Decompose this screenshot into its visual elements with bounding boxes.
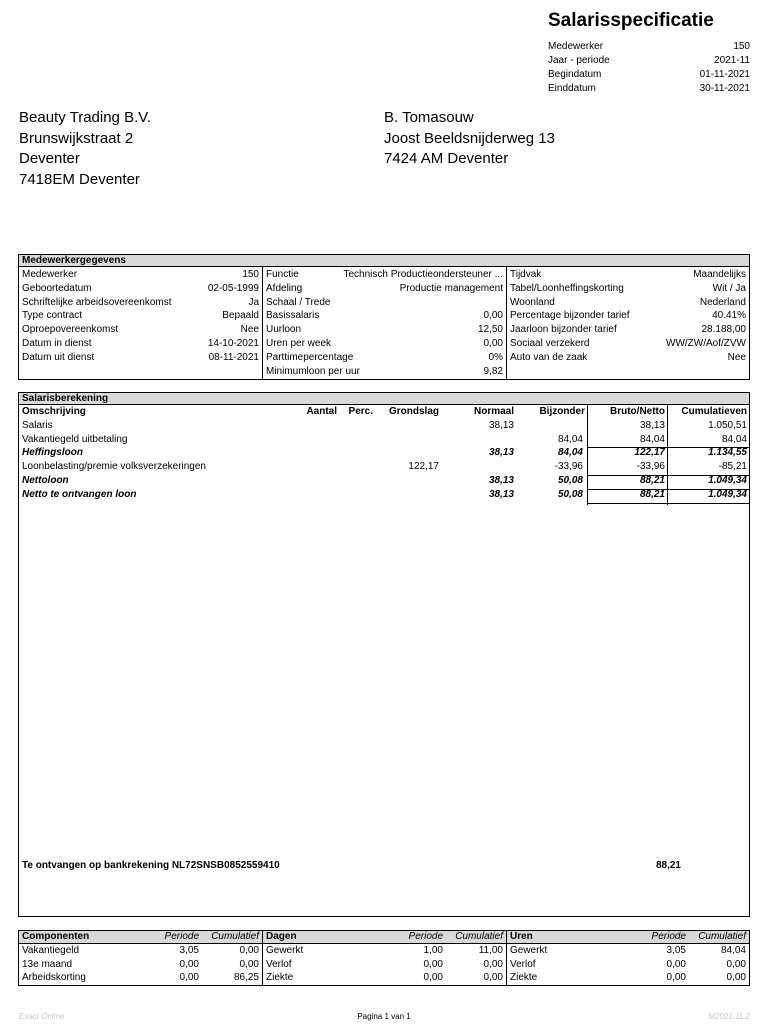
employee-details-col1 [19, 267, 263, 380]
document-title: Salarisspecificatie [548, 10, 714, 31]
detail-row: Percentage bijzonder tarief 40.41% [510, 310, 746, 322]
employee-address [384, 108, 555, 170]
detail-row: Uren per week 0,00 [266, 337, 503, 349]
employee-details-col2 [263, 267, 507, 380]
document-meta [548, 40, 750, 96]
footer-brand: Exact Online [19, 1012, 65, 1021]
salary-row: Loonbelasting/premie volksverzekeringen 122,17 -33,96 -33,96 -85,21 [22, 461, 747, 473]
employee-details-section [18, 254, 750, 380]
salary-row-total: Netto te ontvangen loon 38,13 50,08 88,21 1.049,34 [22, 488, 747, 500]
detail-row: Oproepovereenkomst Nee [22, 324, 259, 336]
detail-row: Tijdvak Maandelijks [510, 269, 746, 280]
salary-calculation-section [18, 392, 750, 917]
hours-row: Verlof 0,00 0,00 [510, 958, 746, 970]
meta-row-begindatum: Begindatum 01-11-2021 [548, 69, 750, 80]
footer-version: M2021.11.2 [708, 1012, 750, 1021]
hours-row: Ziekte 0,00 0,00 [510, 972, 746, 983]
bruto-column-left-border [587, 405, 588, 505]
meta-row-einddatum: Einddatum 30-11-2021 [548, 83, 750, 94]
employer-name: Beauty Trading B.V. [19, 109, 152, 126]
components-row: 13e maand 0,00 0,00 [22, 958, 259, 970]
total-line [587, 489, 749, 490]
detail-row: Schaal / Trede [266, 296, 331, 308]
detail-row: Basissalaris 0,00 [266, 310, 503, 322]
employee-details-header: Medewerkergegevens [19, 255, 749, 267]
salary-row: Vakantiegeld uitbetaling 84,04 84,04 84,04 [22, 433, 747, 445]
page-number: Pagina 1 van 1 [357, 1012, 411, 1021]
detail-row: Datum in dienst 14-10-2021 [22, 337, 259, 349]
detail-row: Functie Technisch Productieondersteuner ... [266, 269, 503, 280]
salary-row: Salaris 38,13 38,13 1.050,51 [22, 419, 747, 431]
detail-row: Jaarloon bijzonder tarief 28.188,00 [510, 324, 746, 336]
detail-row: Type contract Bepaald [22, 310, 259, 322]
days-row: Ziekte 0,00 0,00 [266, 972, 503, 983]
employer-postal: 7418EM Deventer [19, 170, 140, 188]
days-row: Verlof 0,00 0,00 [266, 958, 503, 970]
salary-row-subtotal: Heffingsloon 38,13 84,04 122,17 1.134,55 [22, 447, 747, 459]
components-row: Vakantiegeld 3,05 0,00 [22, 945, 259, 956]
detail-row: Parttimepercentage 0% [266, 351, 503, 363]
employee-postal: 7424 AM Deventer [384, 150, 509, 168]
subtotal-line [587, 447, 749, 448]
employer-city: Deventer [19, 150, 80, 168]
salary-table-header: Omschrijving Aantal Perc. Grondslag Normaal Bijzonder Bruto/Netto Cumulatieven [22, 406, 747, 417]
detail-row: Datum uit dienst 08-11-2021 [22, 351, 259, 363]
employer-street: Brunswijkstraat 2 [19, 129, 134, 147]
detail-row: Woonland Nederland [510, 296, 746, 308]
days-column [263, 931, 507, 985]
days-row: Gewerkt 1,00 11,00 [266, 945, 503, 956]
detail-row: Minimumloon per uur 9,82 [266, 365, 503, 377]
employee-street: Joost Beeldsnijderweg 13 [384, 129, 555, 147]
employee-name: B. Tomasouw [384, 109, 474, 126]
detail-row: Schriftelijke arbeidsovereenkomst Ja [22, 296, 259, 308]
detail-row: Uurloon 12,50 [266, 324, 503, 336]
meta-row-jaar-periode: Jaar - periode 2021-11 [548, 55, 750, 66]
employee-details-col3 [507, 267, 749, 380]
employer-address [19, 108, 151, 190]
bruto-column-right-border [667, 405, 668, 505]
components-header: Componenten Periode Cumulatief [19, 931, 262, 944]
detail-row: Sociaal verzekerd WW/ZW/Aof/ZVW [510, 337, 746, 349]
meta-row-medewerker: Medewerker 150 [548, 41, 750, 52]
components-column [19, 931, 263, 985]
detail-row: Geboortedatum 02-05-1999 [22, 282, 259, 294]
days-header: Dagen Periode Cumulatief [263, 931, 506, 944]
bank-amount: 88,21 [655, 860, 681, 871]
salary-row-subtotal: Nettoloon 38,13 50,08 88,21 1.049,34 [22, 474, 747, 486]
summary-section [18, 930, 750, 986]
bank-account-label: Te ontvangen op bankrekening NL72SNSB0852559410 [22, 860, 280, 871]
salary-calculation-header: Salarisberekening [19, 393, 749, 405]
detail-row: Tabel/Loonheffingskorting Wit / Ja [510, 282, 746, 294]
salary-table [19, 405, 749, 502]
detail-row: Auto van de zaak Nee [510, 351, 746, 363]
subtotal-line [587, 475, 749, 476]
total-double-line [587, 503, 749, 504]
components-row: Arbeidskorting 0,00 86,25 [22, 972, 259, 983]
hours-column [507, 931, 749, 985]
hours-row: Gewerkt 3,05 84,04 [510, 945, 746, 956]
hours-header: Uren Periode Cumulatief [507, 931, 749, 944]
detail-row: Medewerker 150 [22, 269, 259, 280]
detail-row: Afdeling Productie management [266, 282, 503, 294]
